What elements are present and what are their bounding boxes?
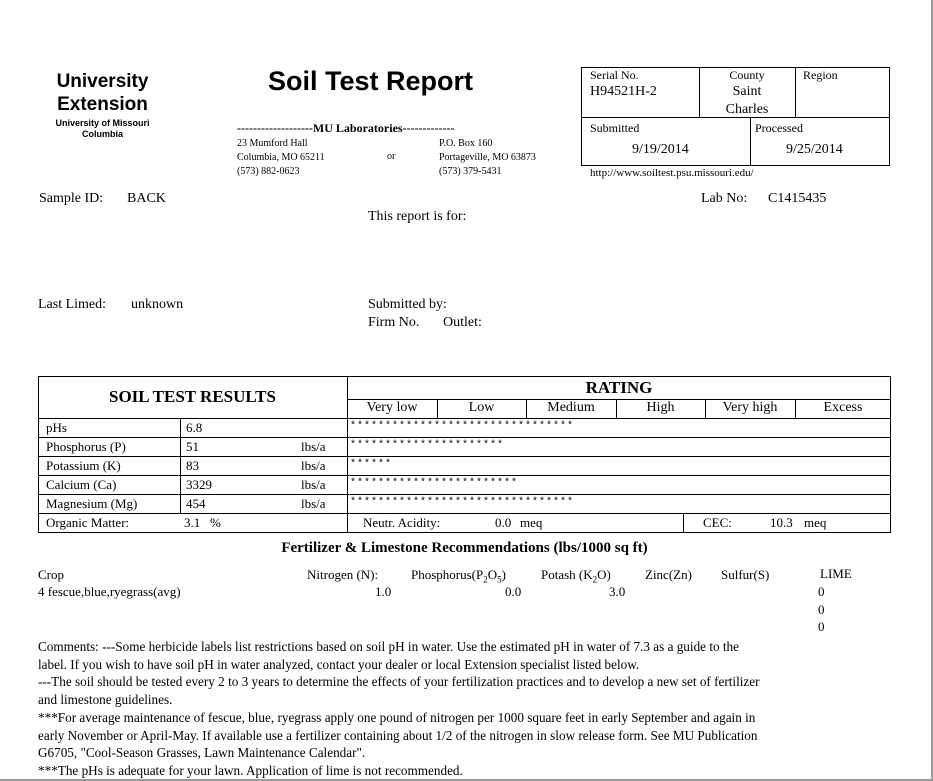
cec-value: 10.3 bbox=[770, 515, 793, 530]
col-phosphorus-pre: Phosphorus(P bbox=[411, 567, 484, 582]
rating-low: Low bbox=[468, 400, 495, 415]
rating-excess: Excess bbox=[823, 400, 863, 415]
result-value: 51 bbox=[186, 439, 199, 454]
sample-id-value: BACK bbox=[127, 191, 166, 206]
or-label: or bbox=[387, 151, 396, 162]
lab1-line1: 23 Mumford Hall bbox=[237, 138, 308, 149]
rating-stars: ************************ bbox=[350, 478, 519, 489]
result-unit: lbs/a bbox=[301, 496, 326, 511]
result-unit: lbs/a bbox=[301, 458, 326, 473]
comment-line: ---The soil should be tested every 2 to 3 years to determine the effects of your fertilization practices and to develop a new set of fertilizer bbox=[38, 674, 760, 690]
row-line-5 bbox=[38, 513, 891, 514]
value-col-divider bbox=[180, 418, 181, 514]
results-title: SOIL TEST RESULTS bbox=[109, 387, 276, 406]
col-phosphorus-mid: O bbox=[487, 567, 498, 582]
last-limed-label: Last Limed: bbox=[38, 297, 107, 312]
serial-label: Serial No. bbox=[590, 68, 639, 82]
nitrogen-value: 1.0 bbox=[375, 584, 392, 599]
report-title: Soil Test Report bbox=[268, 66, 474, 96]
lab1-address bbox=[237, 137, 325, 179]
county-value-line1: Saint bbox=[732, 84, 762, 99]
result-unit: lbs/a bbox=[301, 477, 326, 492]
col-potash-sub: 2 bbox=[592, 574, 598, 585]
comment-line: ***For average maintenance of fescue, blue, ryegrass apply one pound of nitrogen per 1000 square feet in early September and again in bbox=[38, 709, 756, 725]
comment-line: G6705, "Cool-Season Grasses, Lawn Maintenance Calendar". bbox=[38, 745, 366, 761]
result-value: 454 bbox=[186, 496, 206, 511]
col-zinc: Zinc(Zn) bbox=[645, 567, 692, 582]
row-line-2 bbox=[38, 456, 891, 457]
rating-high: High bbox=[646, 400, 675, 415]
result-value: 3329 bbox=[186, 477, 212, 492]
comment-line: Comments: ---Some herbicide labels list restrictions based on soil pH in water. Use the estimated pH in water of 7.3 as a guide to the bbox=[38, 639, 739, 654]
processed-label: Processed bbox=[755, 121, 803, 135]
col-potash-pre: Potash (K bbox=[541, 567, 593, 582]
report-for-label: This report is for: bbox=[368, 209, 467, 224]
col-phosphorus-sub1: 2 bbox=[483, 574, 488, 585]
results-header-line bbox=[38, 418, 891, 419]
neutr-acidity-unit: meq bbox=[520, 515, 543, 530]
organic-matter-label: Organic Matter: bbox=[46, 515, 130, 530]
last-limed-value: unknown bbox=[131, 297, 184, 312]
rating-stars: ********************** bbox=[350, 440, 505, 451]
submitted-label: Submitted bbox=[590, 121, 640, 135]
col-lime: LIME bbox=[820, 566, 852, 581]
fertilizer-title: Fertilizer & Limestone Recommendations (lbs/1000 sq ft) bbox=[281, 540, 648, 556]
sample-id-label: Sample ID: bbox=[39, 191, 104, 206]
lab2-address bbox=[439, 137, 536, 179]
col-phosphorus-post: ) bbox=[501, 567, 506, 582]
neutr-acidity-label: Neutr. Acidity: bbox=[363, 515, 441, 530]
organic-matter-value: 3.1 bbox=[184, 515, 201, 530]
cec-label: CEC: bbox=[703, 515, 732, 530]
county-value bbox=[699, 83, 795, 119]
col-potash bbox=[541, 567, 611, 585]
org-sub-line1: University of Missouri bbox=[55, 118, 150, 128]
serial-value: H94521H-2 bbox=[590, 84, 657, 99]
result-name: pHs bbox=[46, 420, 67, 435]
lab1-line3: (573) 882-0623 bbox=[237, 166, 300, 177]
crop-name: 4 fescue,blue,ryegrass(avg) bbox=[38, 584, 181, 599]
lab2-line1: P.O. Box 160 bbox=[439, 138, 493, 149]
lime-value: 0 bbox=[818, 602, 825, 617]
county-label: County bbox=[729, 68, 765, 82]
result-name: Potassium (K) bbox=[46, 458, 121, 473]
lab-no-value: C1415435 bbox=[768, 191, 827, 206]
neutr-acidity-value: 0.0 bbox=[495, 515, 512, 530]
rating-very-low: Very low bbox=[366, 400, 418, 415]
col-potash-post: O) bbox=[597, 567, 611, 582]
comment-line: and limestone guidelines. bbox=[38, 692, 173, 708]
rating-stars: ****** bbox=[350, 459, 393, 470]
org-name bbox=[30, 70, 175, 116]
lime-value: 0 bbox=[818, 619, 825, 634]
submitted-by-label: Submitted by: bbox=[368, 297, 447, 312]
cec-unit: meq bbox=[804, 515, 827, 530]
labs-heading: -------------------MU Laboratories------------- bbox=[237, 121, 455, 135]
rating-stars: ******************************** bbox=[350, 421, 575, 432]
potash-value: 3.0 bbox=[609, 584, 626, 599]
comment-line: ***The pHs is adequate for your lawn. Application of lime is not recommended. bbox=[38, 762, 463, 778]
lab1-line2: Columbia, MO 65211 bbox=[237, 152, 325, 163]
comment-line: early November or April-May. If available use a fertilizer containing about 1/2 of the nitrogen in slow release form. See MU Publication bbox=[38, 727, 758, 743]
row-line-4 bbox=[38, 494, 891, 495]
rating-medium: Medium bbox=[547, 400, 595, 415]
organic-matter-unit: % bbox=[210, 515, 221, 530]
lab-no-label: Lab No: bbox=[701, 191, 748, 206]
rating-stars: ******************************** bbox=[350, 497, 575, 508]
org-name-line2: Extension bbox=[57, 94, 148, 115]
rating-title: RATING bbox=[585, 378, 653, 397]
org-sub bbox=[30, 118, 175, 140]
result-value: 6.8 bbox=[186, 420, 203, 435]
cec-divider bbox=[683, 513, 684, 533]
lab2-line2: Portageville, MO 63873 bbox=[439, 152, 536, 163]
county-value-line2: Charles bbox=[725, 102, 769, 117]
row-line-3 bbox=[38, 475, 891, 476]
col-nitrogen: Nitrogen (N): bbox=[307, 567, 379, 582]
org-name-line1: University bbox=[56, 71, 149, 92]
result-value: 83 bbox=[186, 458, 199, 473]
col-phosphorus bbox=[411, 567, 506, 585]
website-link[interactable]: http://www.soiltest.psu.missouri.edu/ bbox=[590, 167, 754, 179]
region-label: Region bbox=[803, 68, 838, 82]
org-sub-line2: Columbia bbox=[81, 129, 123, 139]
lab2-line3: (573) 379-5431 bbox=[439, 166, 502, 177]
row-line-1 bbox=[38, 437, 891, 438]
processed-date: 9/25/2014 bbox=[786, 142, 843, 157]
comments bbox=[38, 638, 760, 780]
result-name: Phosphorus (P) bbox=[46, 439, 126, 454]
col-sulfur: Sulfur(S) bbox=[721, 567, 770, 582]
submitted-date: 9/19/2014 bbox=[632, 142, 689, 157]
result-name: Magnesium (Mg) bbox=[46, 496, 138, 511]
col-crop: Crop bbox=[38, 567, 64, 582]
info-box-col2 bbox=[795, 67, 796, 118]
comment-line: label. If you wish to have soil pH in water analyzed, contact your dealer or local Extension specialist listed below. bbox=[38, 656, 640, 672]
rating-very-high: Very high bbox=[722, 400, 778, 415]
col-phosphorus-sub2: 5 bbox=[497, 574, 502, 585]
lime-value: 0 bbox=[818, 584, 825, 599]
firm-no-label: Firm No. bbox=[368, 315, 420, 330]
phosphorus-value: 0.0 bbox=[505, 584, 522, 599]
result-unit: lbs/a bbox=[301, 439, 326, 454]
result-name: Calcium (Ca) bbox=[46, 477, 117, 492]
outlet-label: Outlet: bbox=[443, 315, 482, 330]
info-box-col3 bbox=[750, 117, 751, 166]
